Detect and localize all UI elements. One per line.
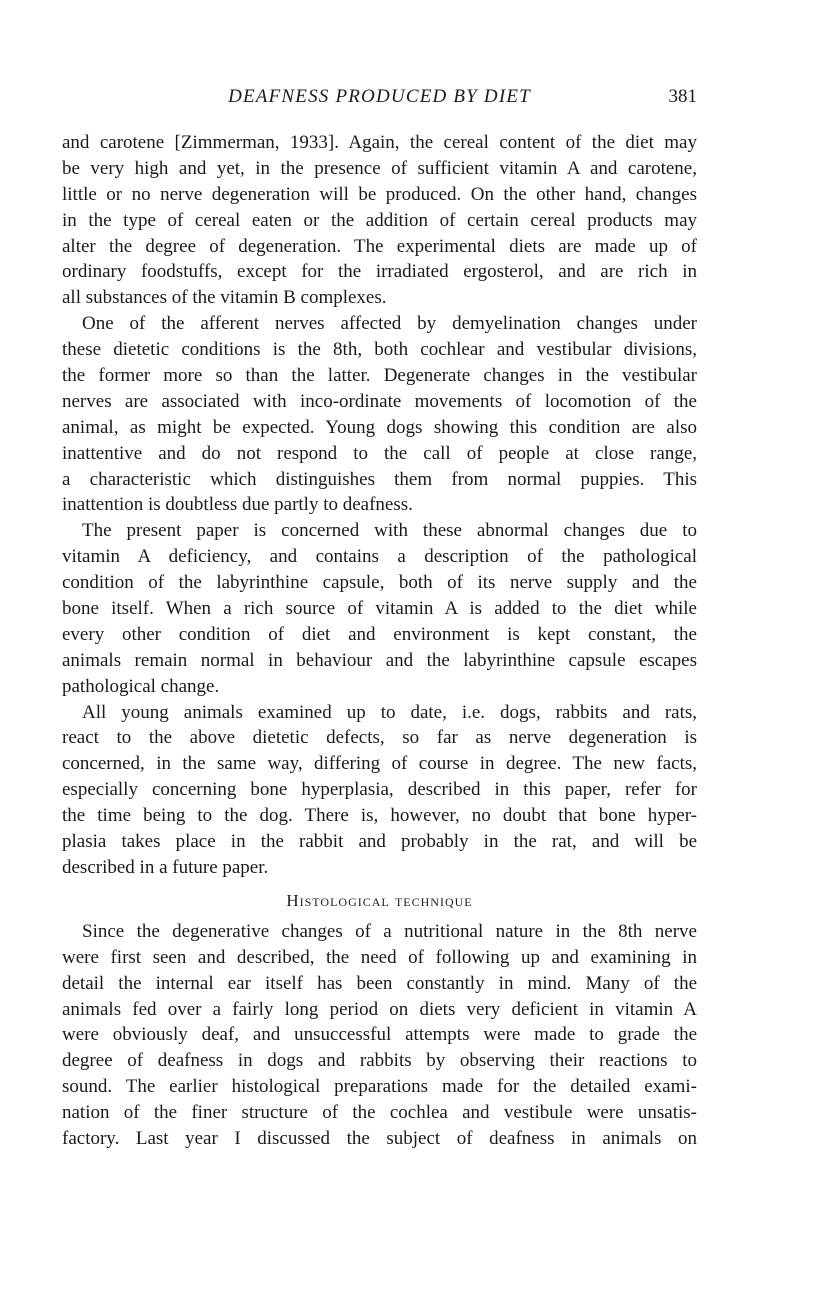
text-line: nation of the finer structure of the cochlea and vestibule were unsatis- bbox=[62, 1102, 697, 1124]
text-line: react to the above dietetic defects, so far as nerve degeneration is bbox=[62, 727, 697, 749]
text-line: were obviously deaf, and unsuccessful attempts were made to grade the bbox=[62, 1024, 697, 1046]
text-line: were first seen and described, the need of following up and examining in bbox=[62, 946, 697, 968]
text-line: and carotene [Zimmerman, 1933]. Again, the cereal content of the diet may bbox=[62, 132, 697, 153]
text-line: condition of the labyrinthine capsule, both of its nerve supply and the bbox=[62, 572, 697, 594]
text-line: bone itself. When a rich source of vitamin A is added to the diet while bbox=[62, 598, 697, 620]
text-line: All young animals examined up to date, i.e. dogs, rabbits and rats, bbox=[82, 701, 697, 723]
paragraph bbox=[62, 311, 697, 518]
running-title: DEAFNESS PRODUCED BY DIET bbox=[228, 86, 531, 107]
paragraph bbox=[62, 700, 697, 881]
text-line: be very high and yet, in the presence of sufficient vitamin A and carotene, bbox=[62, 157, 697, 179]
text-line: Since the degenerative changes of a nutritional nature in the 8th nerve bbox=[82, 920, 697, 942]
text-line: these dietetic conditions is the 8th, both cochlear and vestibular divisions, bbox=[62, 339, 697, 361]
text-line: all substances of the vitamin B complexes. bbox=[62, 287, 387, 309]
text-line: factory. Last year I discussed the subject of deafness in animals on bbox=[62, 1127, 697, 1149]
text-line: the former more so than the latter. Degenerate changes in the vestibular bbox=[62, 365, 697, 387]
text-line: animals remain normal in behaviour and the labyrinthine capsule escapes bbox=[62, 649, 697, 671]
body-text bbox=[62, 130, 697, 1152]
text-line: little or no nerve degeneration will be produced. On the other hand, changes bbox=[62, 183, 697, 205]
running-head bbox=[62, 86, 697, 114]
paragraph bbox=[62, 919, 697, 1152]
text-line: the time being to the dog. There is, however, no doubt that bone hyper- bbox=[62, 805, 697, 827]
text-line: pathological change. bbox=[62, 675, 220, 697]
text-line: nerves are associated with inco-ordinate movements of locomotion of the bbox=[62, 390, 697, 412]
text-line: every other condition of diet and environment is kept constant, the bbox=[62, 623, 697, 645]
page-number: 381 bbox=[668, 86, 697, 107]
text-line: ordinary foodstuffs, except for the irradiated ergosterol, and are rich in bbox=[62, 261, 697, 283]
text-line: The present paper is concerned with these abnormal changes due to bbox=[82, 520, 697, 542]
text-line: animals fed over a fairly long period on diets very deficient in vitamin A bbox=[62, 998, 697, 1020]
text-line: especially concerning bone hyperplasia, described in this paper, refer for bbox=[62, 779, 697, 801]
text-line: in the type of cereal eaten or the addition of certain cereal products may bbox=[62, 209, 697, 231]
text-line: plasia takes place in the rabbit and probably in the rat, and will be bbox=[62, 831, 697, 853]
text-line: described in a future paper. bbox=[62, 856, 269, 878]
text-line: vitamin A deficiency, and contains a description of the pathological bbox=[62, 546, 697, 568]
text-line: sound. The earlier histological preparations made for the detailed exami- bbox=[62, 1076, 697, 1098]
section-heading: Histological technique bbox=[286, 890, 473, 910]
text-line: concerned, in the same way, differing of course in degree. The new facts, bbox=[62, 753, 697, 775]
text-line: alter the degree of degeneration. The experimental diets are made up of bbox=[62, 235, 697, 257]
text-line: inattention is doubtless due partly to deafness. bbox=[62, 494, 413, 516]
paragraph bbox=[62, 130, 697, 311]
paragraph bbox=[62, 518, 697, 699]
text-line: detail the internal ear itself has been constantly in mind. Many of the bbox=[62, 972, 697, 994]
text-line: inattentive and do not respond to the call of people at close range, bbox=[62, 442, 697, 464]
text-line: degree of deafness in dogs and rabbits by observing their reactions to bbox=[62, 1050, 697, 1072]
text-line: a characteristic which distinguishes them from normal puppies. This bbox=[62, 468, 697, 490]
text-line: One of the afferent nerves affected by demyelination changes under bbox=[82, 313, 697, 335]
text-line: animal, as might be expected. Young dogs showing this condition are also bbox=[62, 416, 697, 438]
